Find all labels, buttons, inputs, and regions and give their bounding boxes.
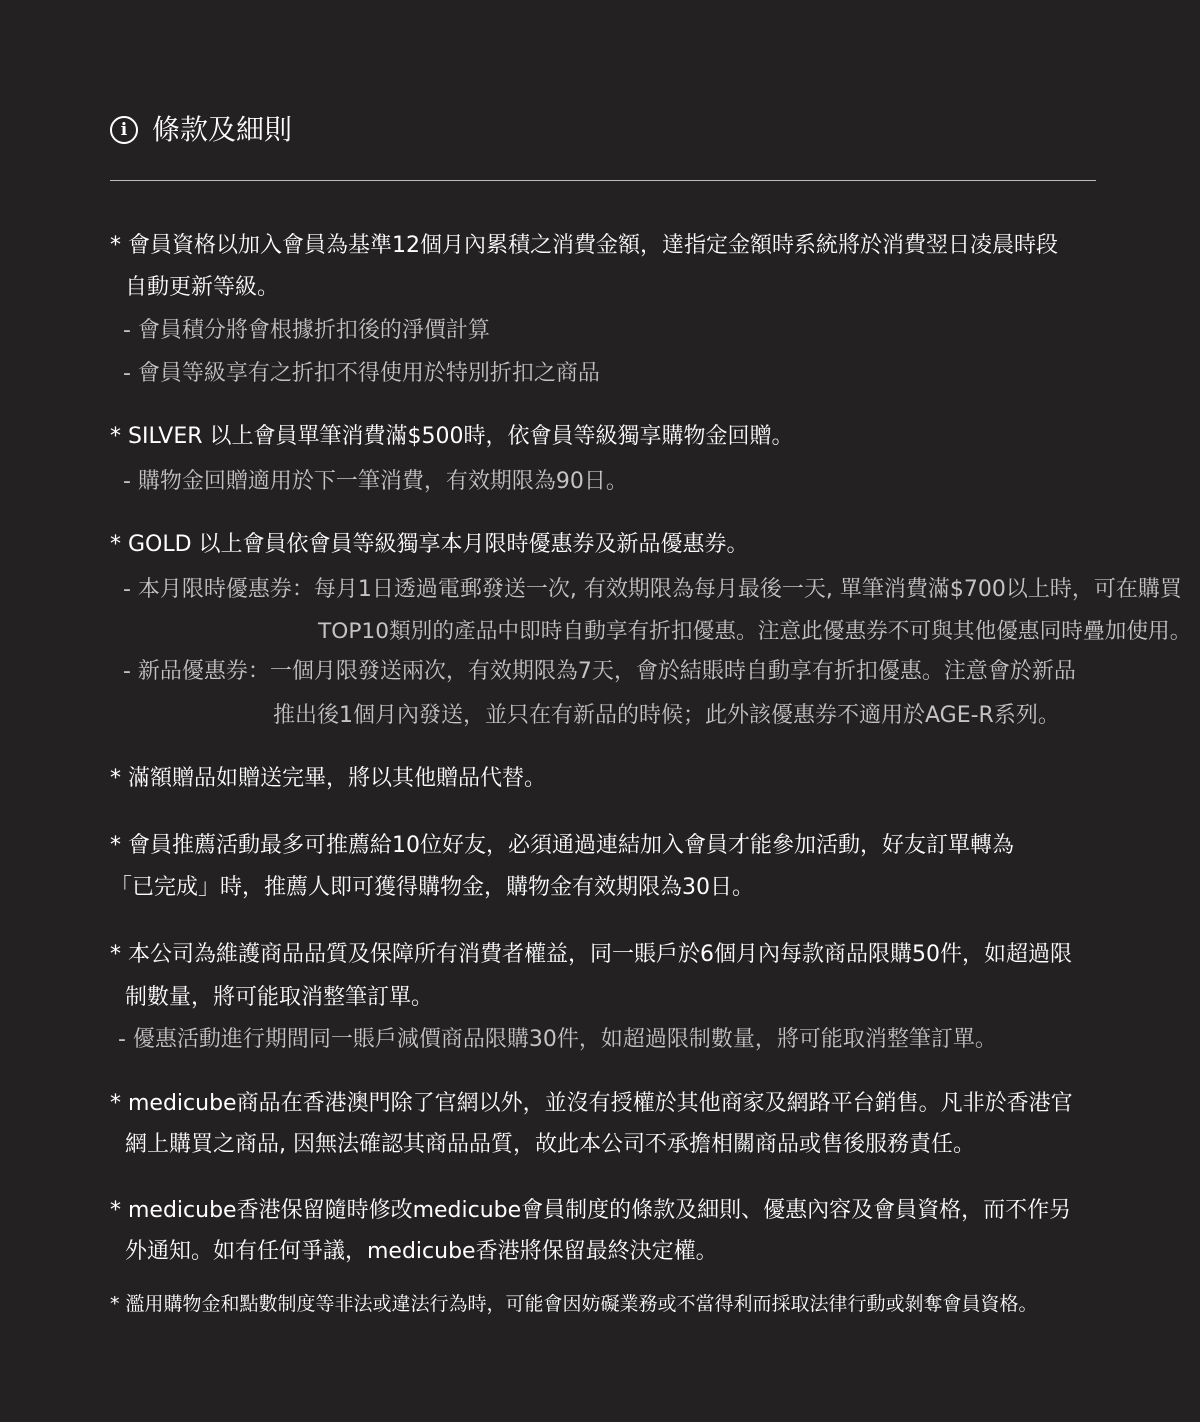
term-5-line-2: 「已完成」時，推薦人即可獲得購物金，購物金有效期限為30日。 [110, 875, 754, 900]
term-1-sub-2: - 會員等級享有之折扣不得使用於特別折扣之商品 [123, 361, 600, 386]
term-3-sub-2b: 推出後1個月內發送，並只在有新品的時候；此外該優惠券不適用於AGE-R系列。 [273, 703, 1060, 728]
page-title: 條款及細則 [152, 113, 293, 146]
term-3-sub-1a: - 本月限時優惠券：每月1日透過電郵發送一次, 有效期限為每月最後一天, 單筆消費滿$700以上時，可在購買 [123, 577, 1182, 602]
term-6-sub-1: - 優惠活動進行期間同一賬戶減價商品限購30件，如超過限制數量，將可能取消整筆訂單。 [118, 1027, 997, 1052]
header-divider [110, 180, 1096, 181]
term-8-line-1: * medicube香港保留隨時修改medicube會員制度的條款及細則、優惠內容及會員資格，而不作另 [110, 1198, 1072, 1223]
info-icon: i [110, 116, 138, 144]
term-7-line-2: 網上購買之商品, 因無法確認其商品品質，故此本公司不承擔相關商品或售後服務責任。 [125, 1132, 975, 1157]
term-1-sub-1: - 會員積分將會根據折扣後的淨價計算 [123, 318, 490, 343]
term-7-line-1: * medicube商品在香港澳門除了官網以外，並沒有授權於其他商家及網路平台銷售。凡非於香港官 [110, 1091, 1073, 1116]
term-1-line-2: 自動更新等級。 [125, 275, 280, 300]
term-1-line-1: * 會員資格以加入會員為基準12個月內累積之消費金額，達指定金額時系統將於消費翌日凌晨時段 [110, 233, 1058, 258]
term-9-line-1: * 濫用購物金和點數制度等非法或違法行為時，可能會因妨礙業務或不當得利而採取法律行動或剝奪會員資格。 [110, 1293, 1038, 1315]
term-3-line-1: * GOLD 以上會員依會員等級獨享本月限時優惠券及新品優惠券。 [110, 532, 749, 557]
term-4-line-1: * 滿額贈品如贈送完畢，將以其他贈品代替。 [110, 766, 546, 791]
term-5-line-1: * 會員推薦活動最多可推薦給10位好友，必須通過連結加入會員才能參加活動，好友訂單轉為 [110, 833, 1014, 858]
terms-header [110, 110, 292, 150]
term-2-line-1: * SILVER 以上會員單筆消費滿$500時，依會員等級獨享購物金回贈。 [110, 424, 794, 449]
term-8-line-2: 外通知。如有任何爭議，medicube香港將保留最終決定權。 [125, 1239, 718, 1264]
term-2-sub-1: - 購物金回贈適用於下一筆消費，有效期限為90日。 [123, 469, 628, 494]
term-6-line-2: 制數量，將可能取消整筆訂單。 [125, 985, 434, 1010]
term-3-sub-1b: TOP10類別的產品中即時自動享有折扣優惠。注意此優惠券不可與其他優惠同時疊加使用。 [318, 619, 1192, 644]
term-3-sub-2a: - 新品優惠券：一個月限發送兩次，有效期限為7天，會於結賬時自動享有折扣優惠。注意會於新品 [123, 659, 1076, 684]
term-6-line-1: * 本公司為維護商品品質及保障所有消費者權益，同一賬戶於6個月內每款商品限購50件，如超過限 [110, 942, 1072, 967]
